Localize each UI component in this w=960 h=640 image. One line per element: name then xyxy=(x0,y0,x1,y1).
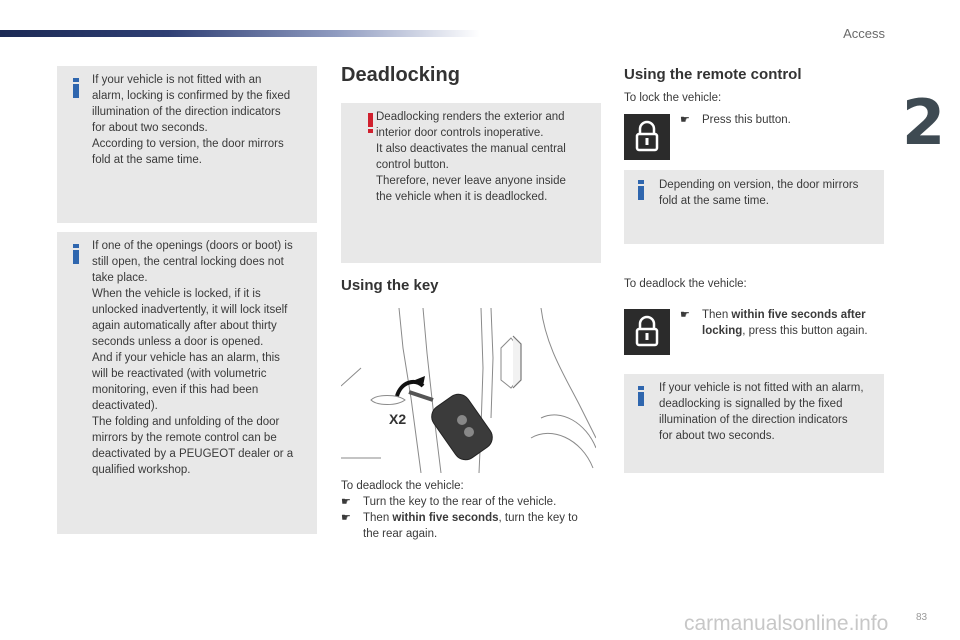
deadlocking-heading: Deadlocking xyxy=(341,64,460,86)
page-number: 83 xyxy=(916,612,928,623)
info-note-openings xyxy=(57,232,317,534)
deadlock-intro: To deadlock the vehicle: xyxy=(624,278,747,290)
info-icon xyxy=(73,78,79,98)
key-step-1: ☛ Turn the key to the rear of the vehicle. xyxy=(341,496,557,508)
note-text: If your vehicle is not fitted with an alarm, deadlocking is signalled by the fixed illumination of the direction indicators for about two seconds. xyxy=(659,382,864,442)
warning-note-deadlocking xyxy=(341,103,601,263)
using-key-heading: Using the key xyxy=(341,277,439,294)
padlock-icon xyxy=(624,114,670,160)
deadlock-step: ☛ Then within five seconds after locking, press this button again. xyxy=(680,309,868,337)
remote-deadlock-button-tile xyxy=(624,309,670,355)
info-note-deadlock-alarm xyxy=(624,374,884,473)
key-instructions: To deadlock the vehicle: ☛ Turn the key to the rear of the vehicle. ☛ Then within five seconds, turn the key to the rear again. xyxy=(341,478,603,542)
key-step-2: ☛ Then within five seconds, turn the key to the rear again. xyxy=(341,512,578,540)
warning-text: Deadlocking renders the exterior and interior door controls inoperative. It also deactivates the manual central control button. Therefore, never leave anyone inside the vehicle when it is deadlocked. xyxy=(376,111,566,203)
info-icon xyxy=(73,244,79,264)
info-note-alarm-locking xyxy=(57,66,317,223)
lock-step: ☛ Press this button. xyxy=(680,114,791,126)
key-in-door-illustration xyxy=(341,308,596,473)
warning-icon xyxy=(368,113,373,133)
section-label: Access xyxy=(843,26,885,41)
watermark: carmanualsonline.info xyxy=(684,612,889,635)
key-fob xyxy=(427,390,497,465)
chapter-number: 2 xyxy=(902,86,946,159)
info-note-mirrors xyxy=(624,170,884,244)
x2-label: X2 xyxy=(389,411,407,427)
using-remote-heading: Using the remote control xyxy=(624,66,802,83)
pointer-icon: ☛ xyxy=(341,512,351,524)
info-icon xyxy=(638,386,644,406)
note-text: If one of the openings (doors or boot) is still open, the central locking does not take place. When the vehicle is locked, if it is unlocked inadvertently, it will lock itself again automatically after about thirty seconds unless a door is opened. And if your vehicle has an alarm, this will be reactivated (with volumetric monitoring, even if this had been deactivated). The folding and unfolding of the door mirrors by the remote control can be deactivated by a PEUGEOT dealer or a qualified workshop. xyxy=(92,240,294,476)
header-gradient-bar xyxy=(0,30,480,37)
padlock-icon xyxy=(624,309,670,355)
pointer-icon: ☛ xyxy=(680,114,690,126)
note-text: If your vehicle is not fitted with an alarm, locking is confirmed by the fixed illumination of the direction indicators for about two seconds. According to version, the door mirrors fold at the same time. xyxy=(92,74,291,166)
pointer-icon: ☛ xyxy=(341,496,351,508)
note-text: Depending on version, the door mirrors fold at the same time. xyxy=(659,179,859,207)
remote-lock-button-tile xyxy=(624,114,670,160)
pointer-icon: ☛ xyxy=(680,309,690,321)
info-icon xyxy=(638,180,644,200)
lock-intro: To lock the vehicle: xyxy=(624,92,722,104)
